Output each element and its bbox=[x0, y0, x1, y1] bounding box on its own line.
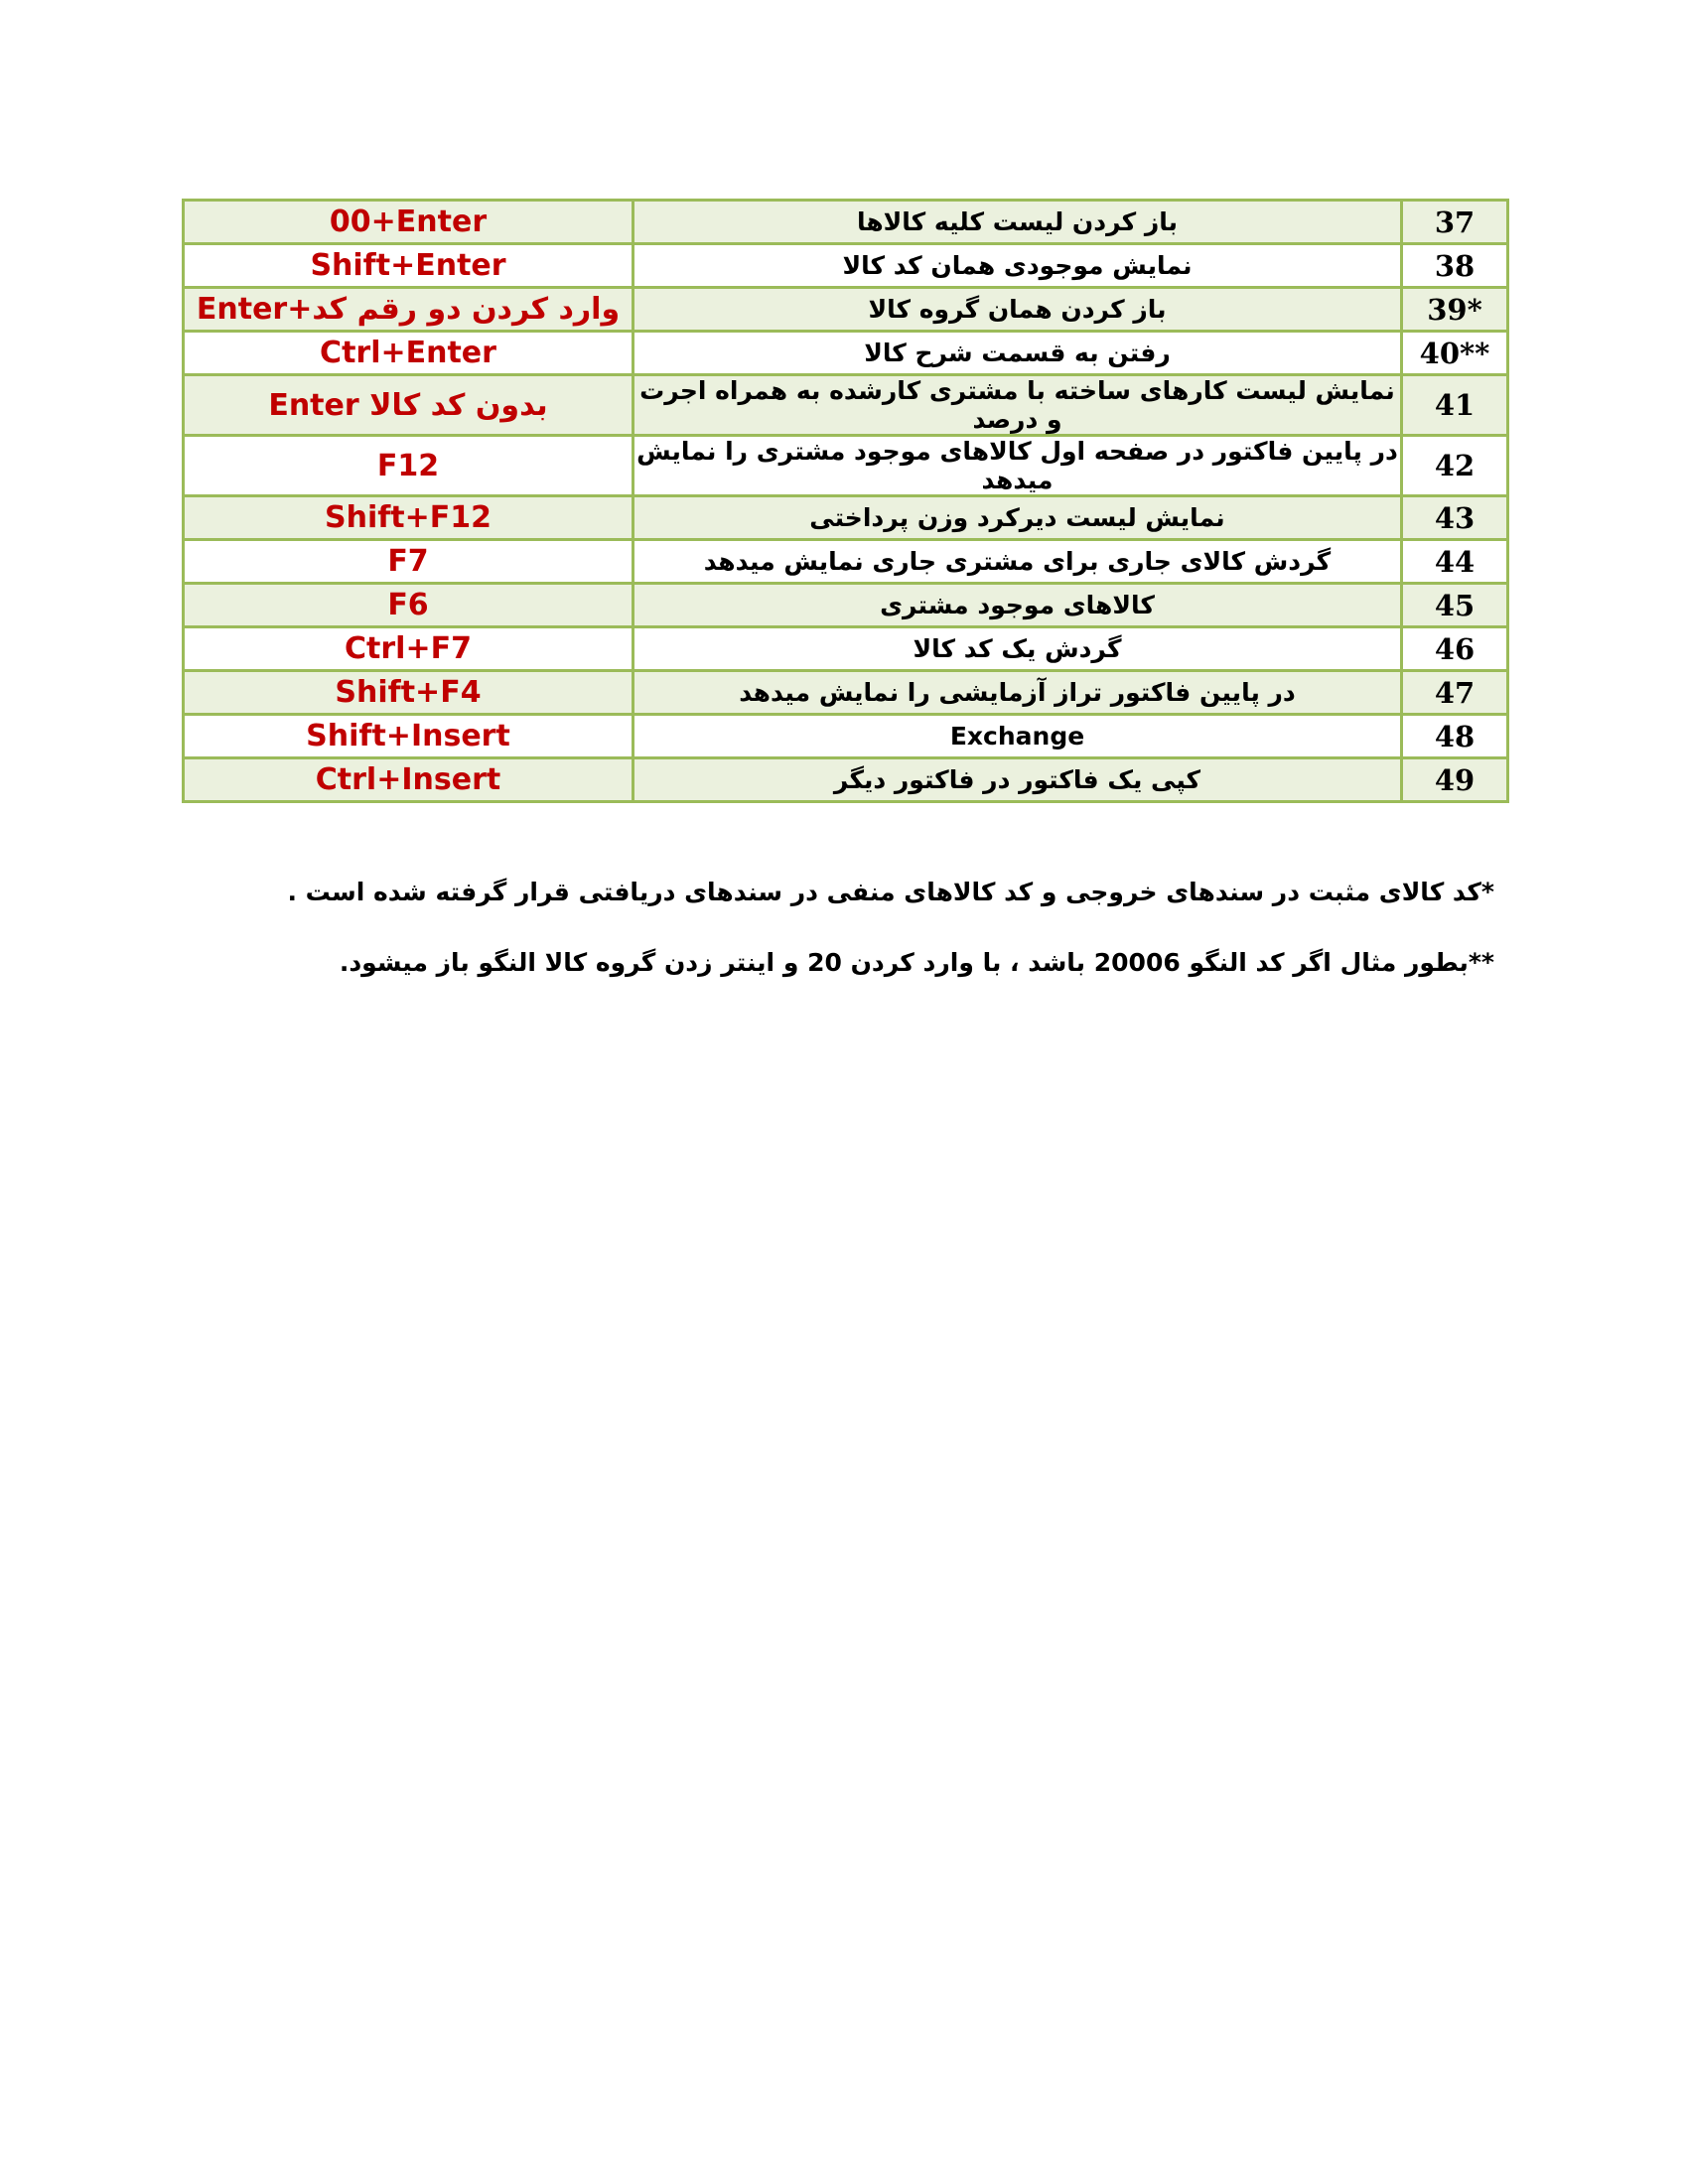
row-number: 40** bbox=[1402, 332, 1508, 375]
shortcut-key: Ctrl+Enter bbox=[320, 336, 496, 370]
table-row bbox=[184, 540, 1508, 584]
shortcut-description: رفتن به قسمت شرح کالا bbox=[633, 332, 1402, 375]
shortcut-key: F6 bbox=[387, 588, 429, 622]
row-number: 48 bbox=[1402, 715, 1508, 758]
shortcut-key-cell bbox=[184, 201, 633, 244]
shortcut-key-cell bbox=[184, 496, 633, 540]
shortcut-description: گردش یک کد کالا bbox=[633, 627, 1402, 671]
table-row bbox=[184, 758, 1508, 802]
footnote-1: *کد کالای مثبت در سندهای خروجی و کد کالاهای منفی در سندهای دریافتی قرار گرفته شده است . bbox=[287, 878, 1494, 906]
shortcut-description: کپی یک فاکتور در فاکتور دیگر bbox=[633, 758, 1402, 802]
table-row bbox=[184, 332, 1508, 375]
shortcut-key: وارد کردن دو رقم کد+Enter bbox=[196, 292, 621, 327]
shortcut-table-body bbox=[184, 201, 1508, 802]
table-row bbox=[184, 436, 1508, 496]
shortcut-key: Shift+Insert bbox=[306, 719, 510, 753]
shortcut-description: کالاهای موجود مشتری bbox=[633, 584, 1402, 627]
row-number: 46 bbox=[1402, 627, 1508, 671]
shortcut-key-cell bbox=[184, 332, 633, 375]
shortcut-key-cell bbox=[184, 540, 633, 584]
shortcut-key: F7 bbox=[387, 544, 429, 579]
shortcut-description: نمایش لیست دیرکرد وزن پرداختی bbox=[633, 496, 1402, 540]
shortcut-description: نمایش موجودی همان کد کالا bbox=[633, 244, 1402, 288]
table-row bbox=[184, 244, 1508, 288]
shortcut-key: Shift+F4 bbox=[335, 675, 482, 710]
shortcut-key: Ctrl+F7 bbox=[345, 631, 472, 666]
row-number: 44 bbox=[1402, 540, 1508, 584]
table-row bbox=[184, 627, 1508, 671]
shortcut-description: در پایین فاکتور در صفحه اول کالاهای موجود مشتری را نمایش میدهد bbox=[633, 436, 1402, 496]
shortcut-key: Ctrl+Insert bbox=[315, 762, 501, 797]
shortcut-key: 00+Enter bbox=[329, 205, 488, 239]
row-number: 42 bbox=[1402, 436, 1508, 496]
shortcut-description: نمایش لیست کارهای ساخته با مشتری کارشده به همراه اجرت و درصد bbox=[633, 375, 1402, 436]
shortcut-description: گردش کالای جاری برای مشتری جاری نمایش میدهد bbox=[633, 540, 1402, 584]
shortcut-key: Enter بدون کد کالا bbox=[268, 387, 548, 423]
footnote-2: **بطور مثال اگر کد النگو 20006 باشد ، با وارد کردن 20 و اینتر زدن گروه کالا النگو باز میشود. bbox=[339, 948, 1494, 977]
row-number: 49 bbox=[1402, 758, 1508, 802]
row-number: 38 bbox=[1402, 244, 1508, 288]
table-row bbox=[184, 715, 1508, 758]
shortcut-key-cell bbox=[184, 288, 633, 332]
shortcut-description: Exchange bbox=[633, 715, 1402, 758]
table-row bbox=[184, 584, 1508, 627]
shortcut-description: باز کردن لیست کلیه کالاها bbox=[633, 201, 1402, 244]
row-number: 39* bbox=[1402, 288, 1508, 332]
shortcut-key: Shift+F12 bbox=[324, 500, 492, 535]
table-row bbox=[184, 375, 1508, 436]
table-row bbox=[184, 671, 1508, 715]
shortcut-description: باز کردن همان گروه کالا bbox=[633, 288, 1402, 332]
shortcut-key-cell bbox=[184, 244, 633, 288]
shortcut-key-cell bbox=[184, 715, 633, 758]
shortcut-key: F12 bbox=[376, 448, 440, 483]
table-row bbox=[184, 201, 1508, 244]
table-row bbox=[184, 288, 1508, 332]
shortcut-key: Shift+Enter bbox=[310, 248, 506, 283]
row-number: 41 bbox=[1402, 375, 1508, 436]
shortcut-description: در پایین فاکتور تراز آزمایشی را نمایش میدهد bbox=[633, 671, 1402, 715]
shortcut-key-cell bbox=[184, 584, 633, 627]
row-number: 43 bbox=[1402, 496, 1508, 540]
shortcut-key-cell bbox=[184, 758, 633, 802]
row-number: 45 bbox=[1402, 584, 1508, 627]
shortcut-key-cell bbox=[184, 375, 633, 436]
table-row bbox=[184, 496, 1508, 540]
row-number: 47 bbox=[1402, 671, 1508, 715]
shortcut-key-cell bbox=[184, 627, 633, 671]
shortcut-key-cell bbox=[184, 671, 633, 715]
shortcut-key-cell bbox=[184, 436, 633, 496]
row-number: 37 bbox=[1402, 201, 1508, 244]
shortcut-table bbox=[182, 199, 1509, 803]
